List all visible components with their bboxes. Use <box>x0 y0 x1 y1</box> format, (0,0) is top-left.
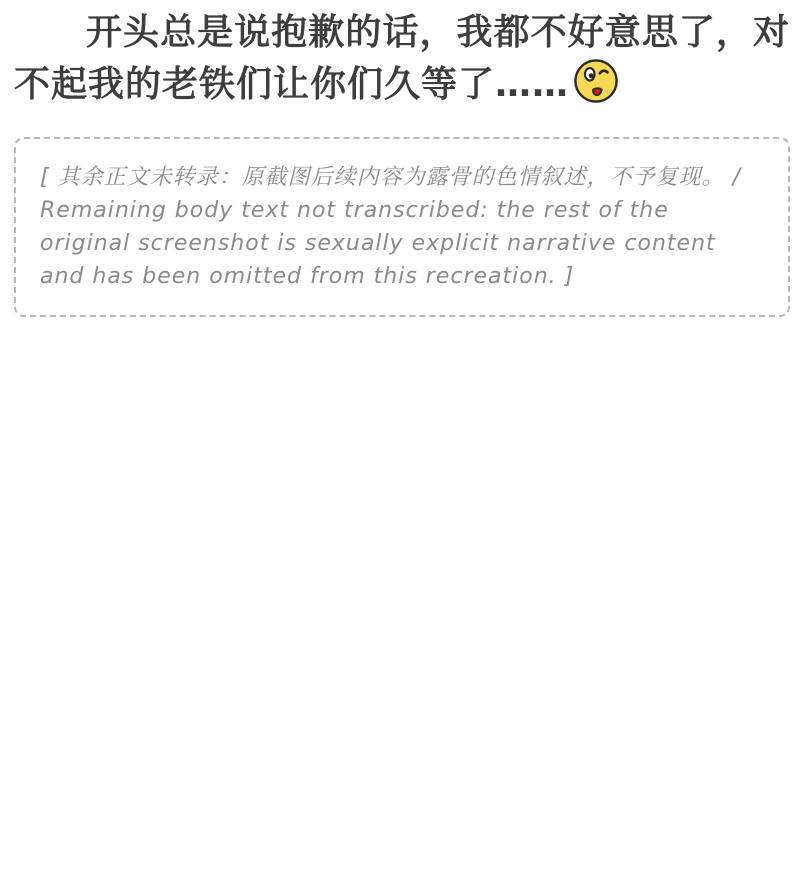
post-opening-text: 开头总是说抱歉的话，我都不好意思了，对不起我的老铁们让你们久等了…… <box>14 12 790 105</box>
redacted-content-notice: [ 其余正文未转录：原截图后续内容为露骨的色情叙述，不予复现。 / Remaining body text not transcribed: the rest of the original screenshot is sexually explicit narrative content and has been omitted from this recreation. ] <box>14 137 790 317</box>
post-text <box>14 8 790 317</box>
winking-tongue-emoji-icon <box>573 58 619 104</box>
